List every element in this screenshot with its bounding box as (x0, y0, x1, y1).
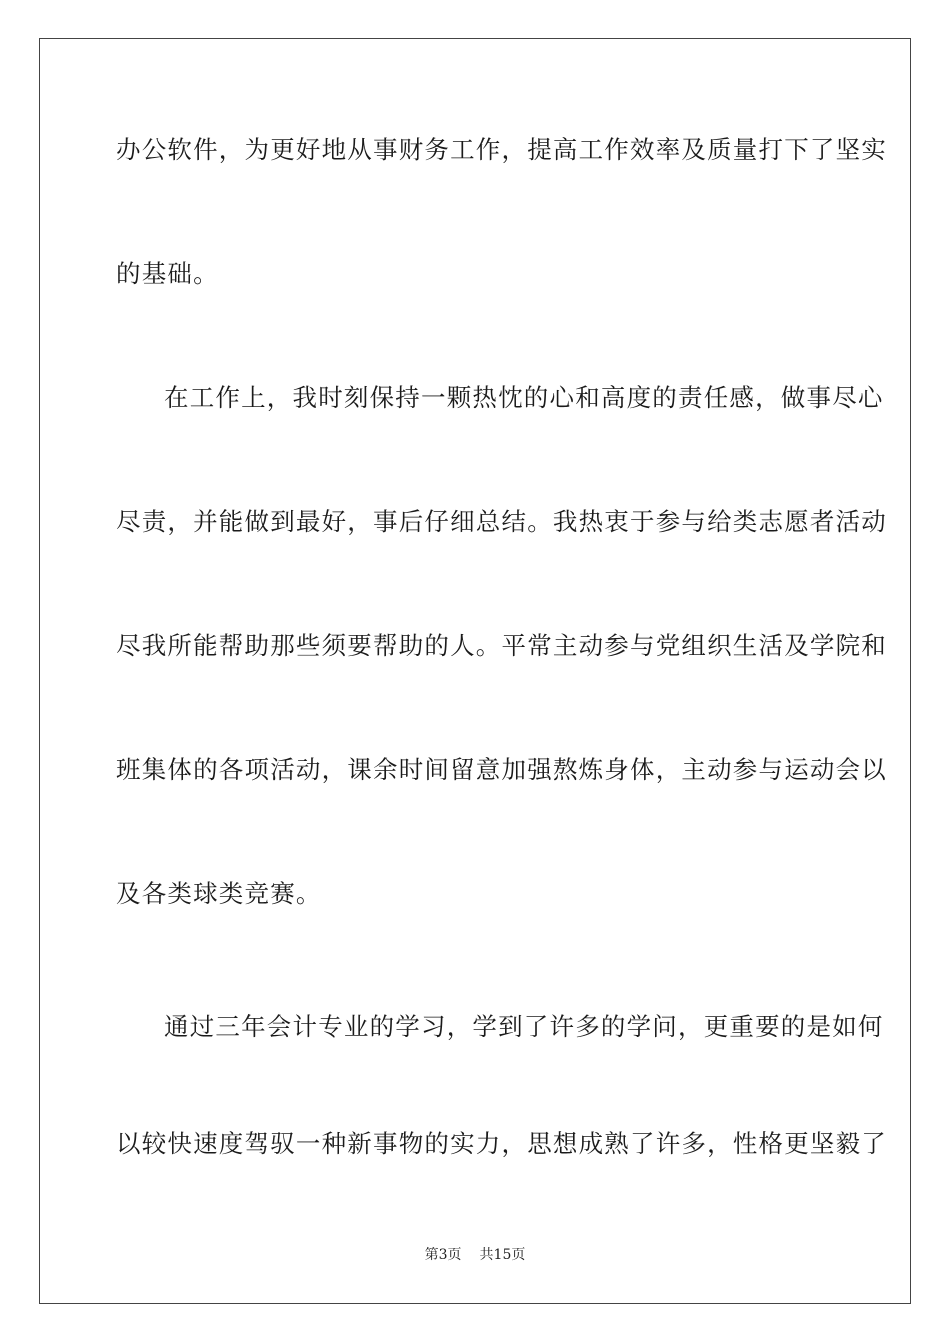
body-line-9: 以较快速度驾驭一种新事物的实力，思想成熟了许多，性格更坚毅了 (116, 1129, 887, 1158)
page-total: 共15页 (479, 1247, 526, 1263)
body-line-8: 通过三年会计专业的学习，学到了许多的学问，更重要的是如何 (164, 1012, 884, 1041)
body-line-5: 尽我所能帮助那些须要帮助的人。平常主动参与党组织生活及学院和 (116, 631, 887, 660)
body-line-3: 在工作上，我时刻保持一颗热忱的心和高度的责任感，做事尽心 (164, 383, 884, 412)
body-line-2: 的基础。 (116, 259, 219, 288)
body-line-1: 办公软件，为更好地从事财务工作，提高工作效率及质量打下了坚实 (116, 135, 887, 164)
body-line-7: 及各类球类竞赛。 (116, 879, 322, 908)
page-border (39, 38, 911, 1304)
body-line-4: 尽责，并能做到最好，事后仔细总结。我热衷于参与给类志愿者活动 (116, 507, 887, 536)
page-number: 第3页 (424, 1247, 462, 1263)
page-footer (0, 1245, 950, 1265)
body-line-6: 班集体的各项活动，课余时间留意加强熬炼身体，主动参与运动会以 (116, 755, 887, 784)
